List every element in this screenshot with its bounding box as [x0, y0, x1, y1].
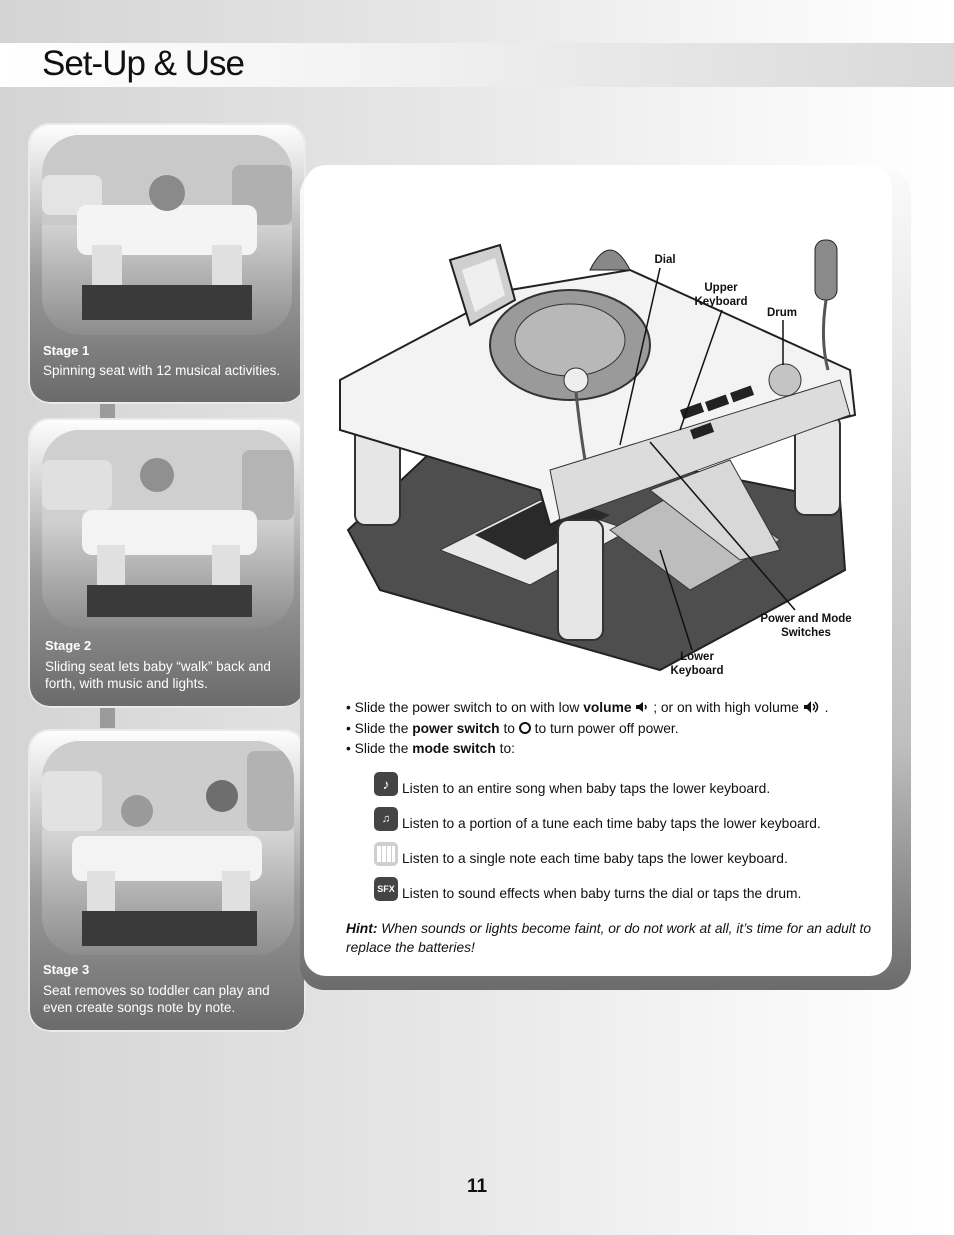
instruction-volume-pre: Slide the power switch to on with low [354, 700, 584, 715]
instruction-volume [346, 700, 828, 715]
mode-single-note-text: Listen to a single note each time baby taps the lower keyboard. [402, 851, 788, 866]
stage-connector [100, 708, 115, 728]
hint-label: Hint: [346, 921, 378, 936]
instruction-volume-end: . [820, 700, 829, 715]
mode-song-text: Listen to an entire song when baby taps the lower keyboard. [402, 781, 771, 796]
stage-3-description: Seat removes so toddler can play and even create songs note by note. [43, 983, 270, 1015]
instruction-mode-switch [346, 741, 515, 756]
hint-text [346, 919, 876, 957]
low-volume-icon [635, 701, 649, 713]
callout-upper-keyboard: Upper Keyboard [694, 282, 748, 308]
bullet-dot: • [346, 721, 355, 736]
bullet-dot: • [346, 700, 355, 715]
stage-3-card [28, 729, 306, 1032]
instruction-power-mid: to [499, 721, 519, 736]
stage-1-card [28, 123, 306, 404]
callout-lower-keyboard: Lower Keyboard [670, 651, 724, 677]
hint-body: When sounds or lights become faint, or do not work at all, it’s time for an adult to replace the batteries! [346, 921, 872, 955]
instruction-power-pre: Slide the [354, 721, 413, 736]
page-number: 11 [467, 1176, 488, 1197]
instruction-mode-pre: Slide the [354, 741, 413, 756]
stage-3-photo [42, 741, 294, 955]
high-volume-icon [803, 700, 821, 714]
instruction-volume-mid: ; or on with high volume [649, 700, 799, 715]
bullet-dot: • [346, 741, 355, 756]
stage-2-photo [42, 430, 294, 628]
mode-switch-bold: mode switch [412, 741, 496, 756]
mode-sfx-text: Listen to sound effects when baby turns the dial or taps the drum. [402, 886, 802, 901]
stage-1-photo [42, 135, 292, 335]
callout-dial: Dial [654, 254, 676, 266]
tune-portion-icon: ♫ [374, 807, 398, 831]
power-off-icon [519, 722, 531, 734]
mode-tune-text: Listen to a portion of a tune each time baby taps the lower keyboard. [402, 816, 821, 831]
piano-keys-icon [374, 842, 398, 866]
stage-2-description: Sliding seat lets baby “walk” back and forth, with music and lights. [45, 659, 271, 691]
music-note-icon: ♪ [374, 772, 398, 796]
page-title: Set-Up & Use [42, 44, 244, 83]
stage-2-card [28, 418, 306, 708]
stage-3-label: Stage 3 [43, 962, 90, 977]
volume-bold: volume [583, 700, 632, 715]
instruction-power-off [346, 721, 679, 736]
instruction-power-end: to turn power off power. [530, 721, 679, 736]
instruction-mode-end: to: [495, 741, 515, 756]
stage-1-description: Spinning seat with 12 musical activities. [43, 363, 281, 378]
sfx-icon: SFX [374, 877, 398, 901]
stage-2-label: Stage 2 [45, 638, 92, 653]
callout-power-mode-switches: Power and Mode Switches [760, 613, 852, 639]
power-switch-bold: power switch [412, 721, 500, 736]
callout-drum: Drum [766, 307, 798, 319]
stage-1-label: Stage 1 [43, 343, 90, 358]
